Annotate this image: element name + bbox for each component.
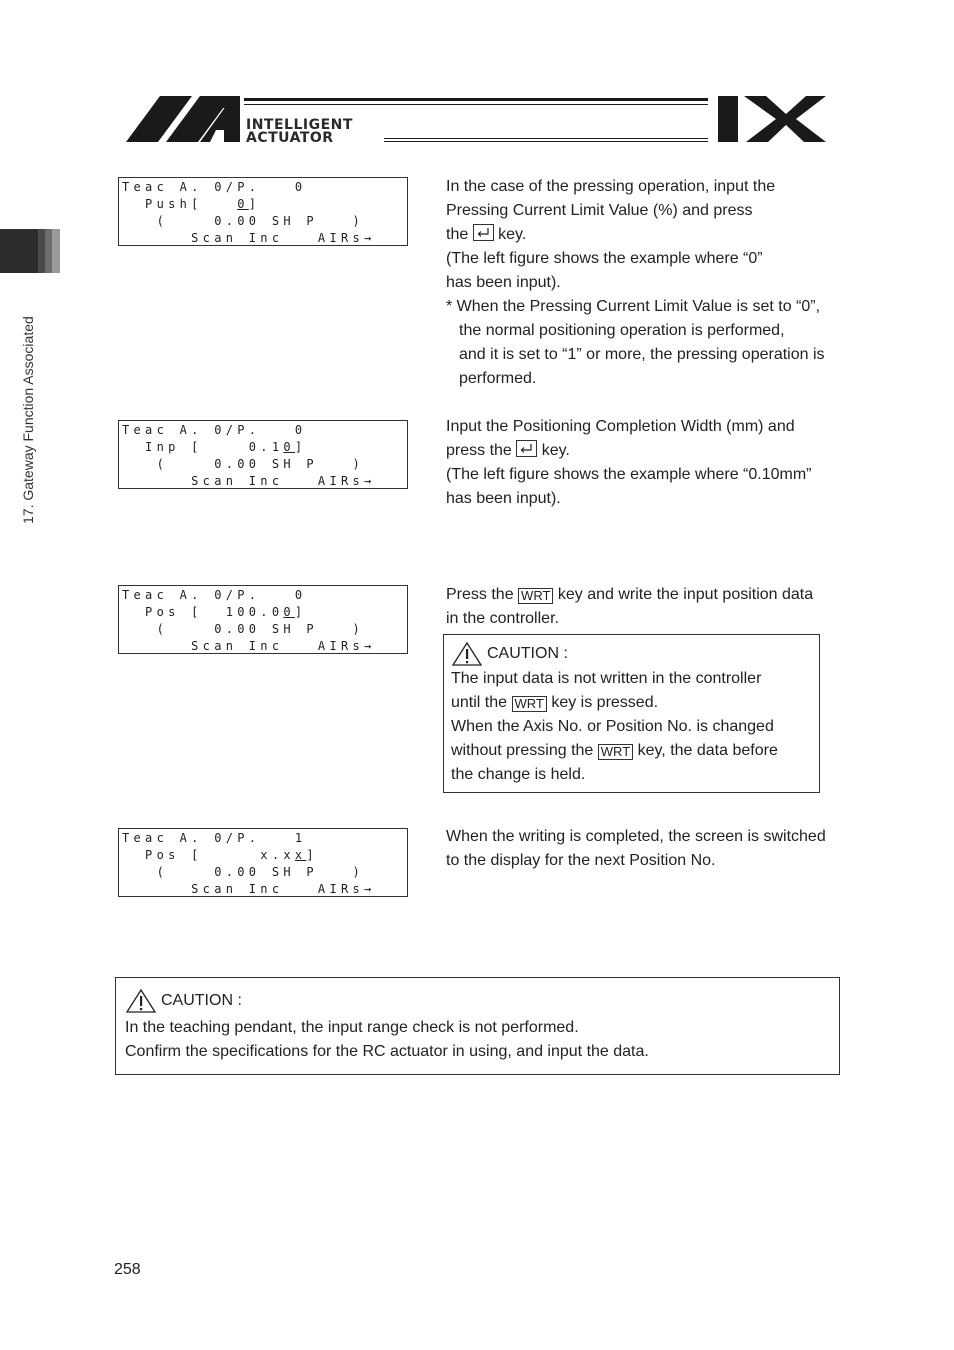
lcd-line: ( 0.00 SH P ) xyxy=(122,457,365,471)
caution-title: CAUTION : xyxy=(487,645,568,662)
lcd-line: ( 0.00 SH P ) xyxy=(122,622,365,636)
chapter-label-text: 17. Gateway Function Associated xyxy=(20,316,36,524)
lcd-line: Scan Inc AIRs→ xyxy=(122,231,372,245)
wrt-key: WRT xyxy=(512,696,547,712)
lcd-line: Teac A. 0/P. 1 xyxy=(122,831,307,845)
lcd-line: Scan Inc AIRs→ xyxy=(122,639,372,653)
intelligent-actuator-logo xyxy=(126,94,826,146)
lcd-line: Scan Inc AIRs→ xyxy=(122,882,372,896)
enter-key-icon xyxy=(516,440,537,457)
lcd-screen-next-pos xyxy=(118,828,408,897)
lcd-cursor: x xyxy=(294,848,307,862)
chapter-label xyxy=(0,288,60,528)
lcd-line: Push[ 0] xyxy=(122,197,261,211)
wrt-key: WRT xyxy=(518,588,553,604)
lcd-cursor: 0 xyxy=(237,197,249,211)
right-arrow-icon: → xyxy=(364,882,372,896)
lcd-line: Inp [ 0.10] xyxy=(122,440,307,454)
warning-icon xyxy=(451,641,483,667)
lcd-line: Teac A. 0/P. 0 xyxy=(122,180,307,194)
right-arrow-icon: → xyxy=(364,474,372,488)
lcd-screen-pos xyxy=(118,585,408,654)
lcd-line: Teac A. 0/P. 0 xyxy=(122,423,307,437)
lcd-line: ( 0.00 SH P ) xyxy=(122,214,365,228)
right-arrow-icon: → xyxy=(364,231,372,245)
step-complete-description: When the writing is completed, the screen is switched to the display for the next Position No. xyxy=(446,828,826,869)
chapter-tab xyxy=(0,229,60,273)
lcd-screen-push xyxy=(118,177,408,246)
logo-graphic-icon xyxy=(126,94,826,146)
step-push-description: In the case of the pressing operation, input the Pressing Current Limit Value (%) and press the key. (The left figure shows the example where “0” has been input). * When the Pressing Current Limit Value is set to “0”, the normal positioning operation is performed, and it is set to “1” or more, the pressing operation is performed. xyxy=(446,175,856,391)
warning-icon xyxy=(125,988,157,1014)
lcd-line: ( 0.00 SH P ) xyxy=(122,865,365,879)
lcd-line: Pos [ x.xx] xyxy=(122,848,318,862)
lcd-cursor: 0 xyxy=(283,440,295,454)
note: * When the Pressing Current Limit Value is set to “0”, xyxy=(446,298,821,315)
right-arrow-icon: → xyxy=(364,639,372,653)
lcd-screen-inp xyxy=(118,420,408,489)
lcd-line: Pos [ 100.00] xyxy=(122,605,307,619)
step-inp-description: Input the Positioning Completion Width (mm) and press the key. (The left figure shows the example where “0.10mm” has been input). xyxy=(446,418,812,507)
page-number: 258 xyxy=(114,1261,141,1278)
caution-box-write: CAUTION : The input data is not written in the controller until the WRT key is pressed. When the Axis No. or Position No. is changed without pressing the WRT key, the data before the change is held. xyxy=(443,634,820,793)
step-write-description: Press the WRT key and write the input position data in the controller. xyxy=(446,586,814,627)
lcd-line: Scan Inc AIRs→ xyxy=(122,474,372,488)
logo-text-intelligent: INTELLIGENT xyxy=(246,117,353,133)
logo-text-actuator: ACTUATOR xyxy=(246,130,334,146)
enter-key-icon xyxy=(473,224,494,241)
lcd-cursor: 0 xyxy=(283,605,295,619)
caution-title: CAUTION : xyxy=(161,992,242,1009)
lcd-line: Teac A. 0/P. 0 xyxy=(122,588,307,602)
wrt-key: WRT xyxy=(598,744,633,760)
caution-box-range-check: CAUTION : In the teaching pendant, the input range check is not performed. Confirm the specifications for the RC actuator in using, and input the data. xyxy=(115,977,840,1075)
